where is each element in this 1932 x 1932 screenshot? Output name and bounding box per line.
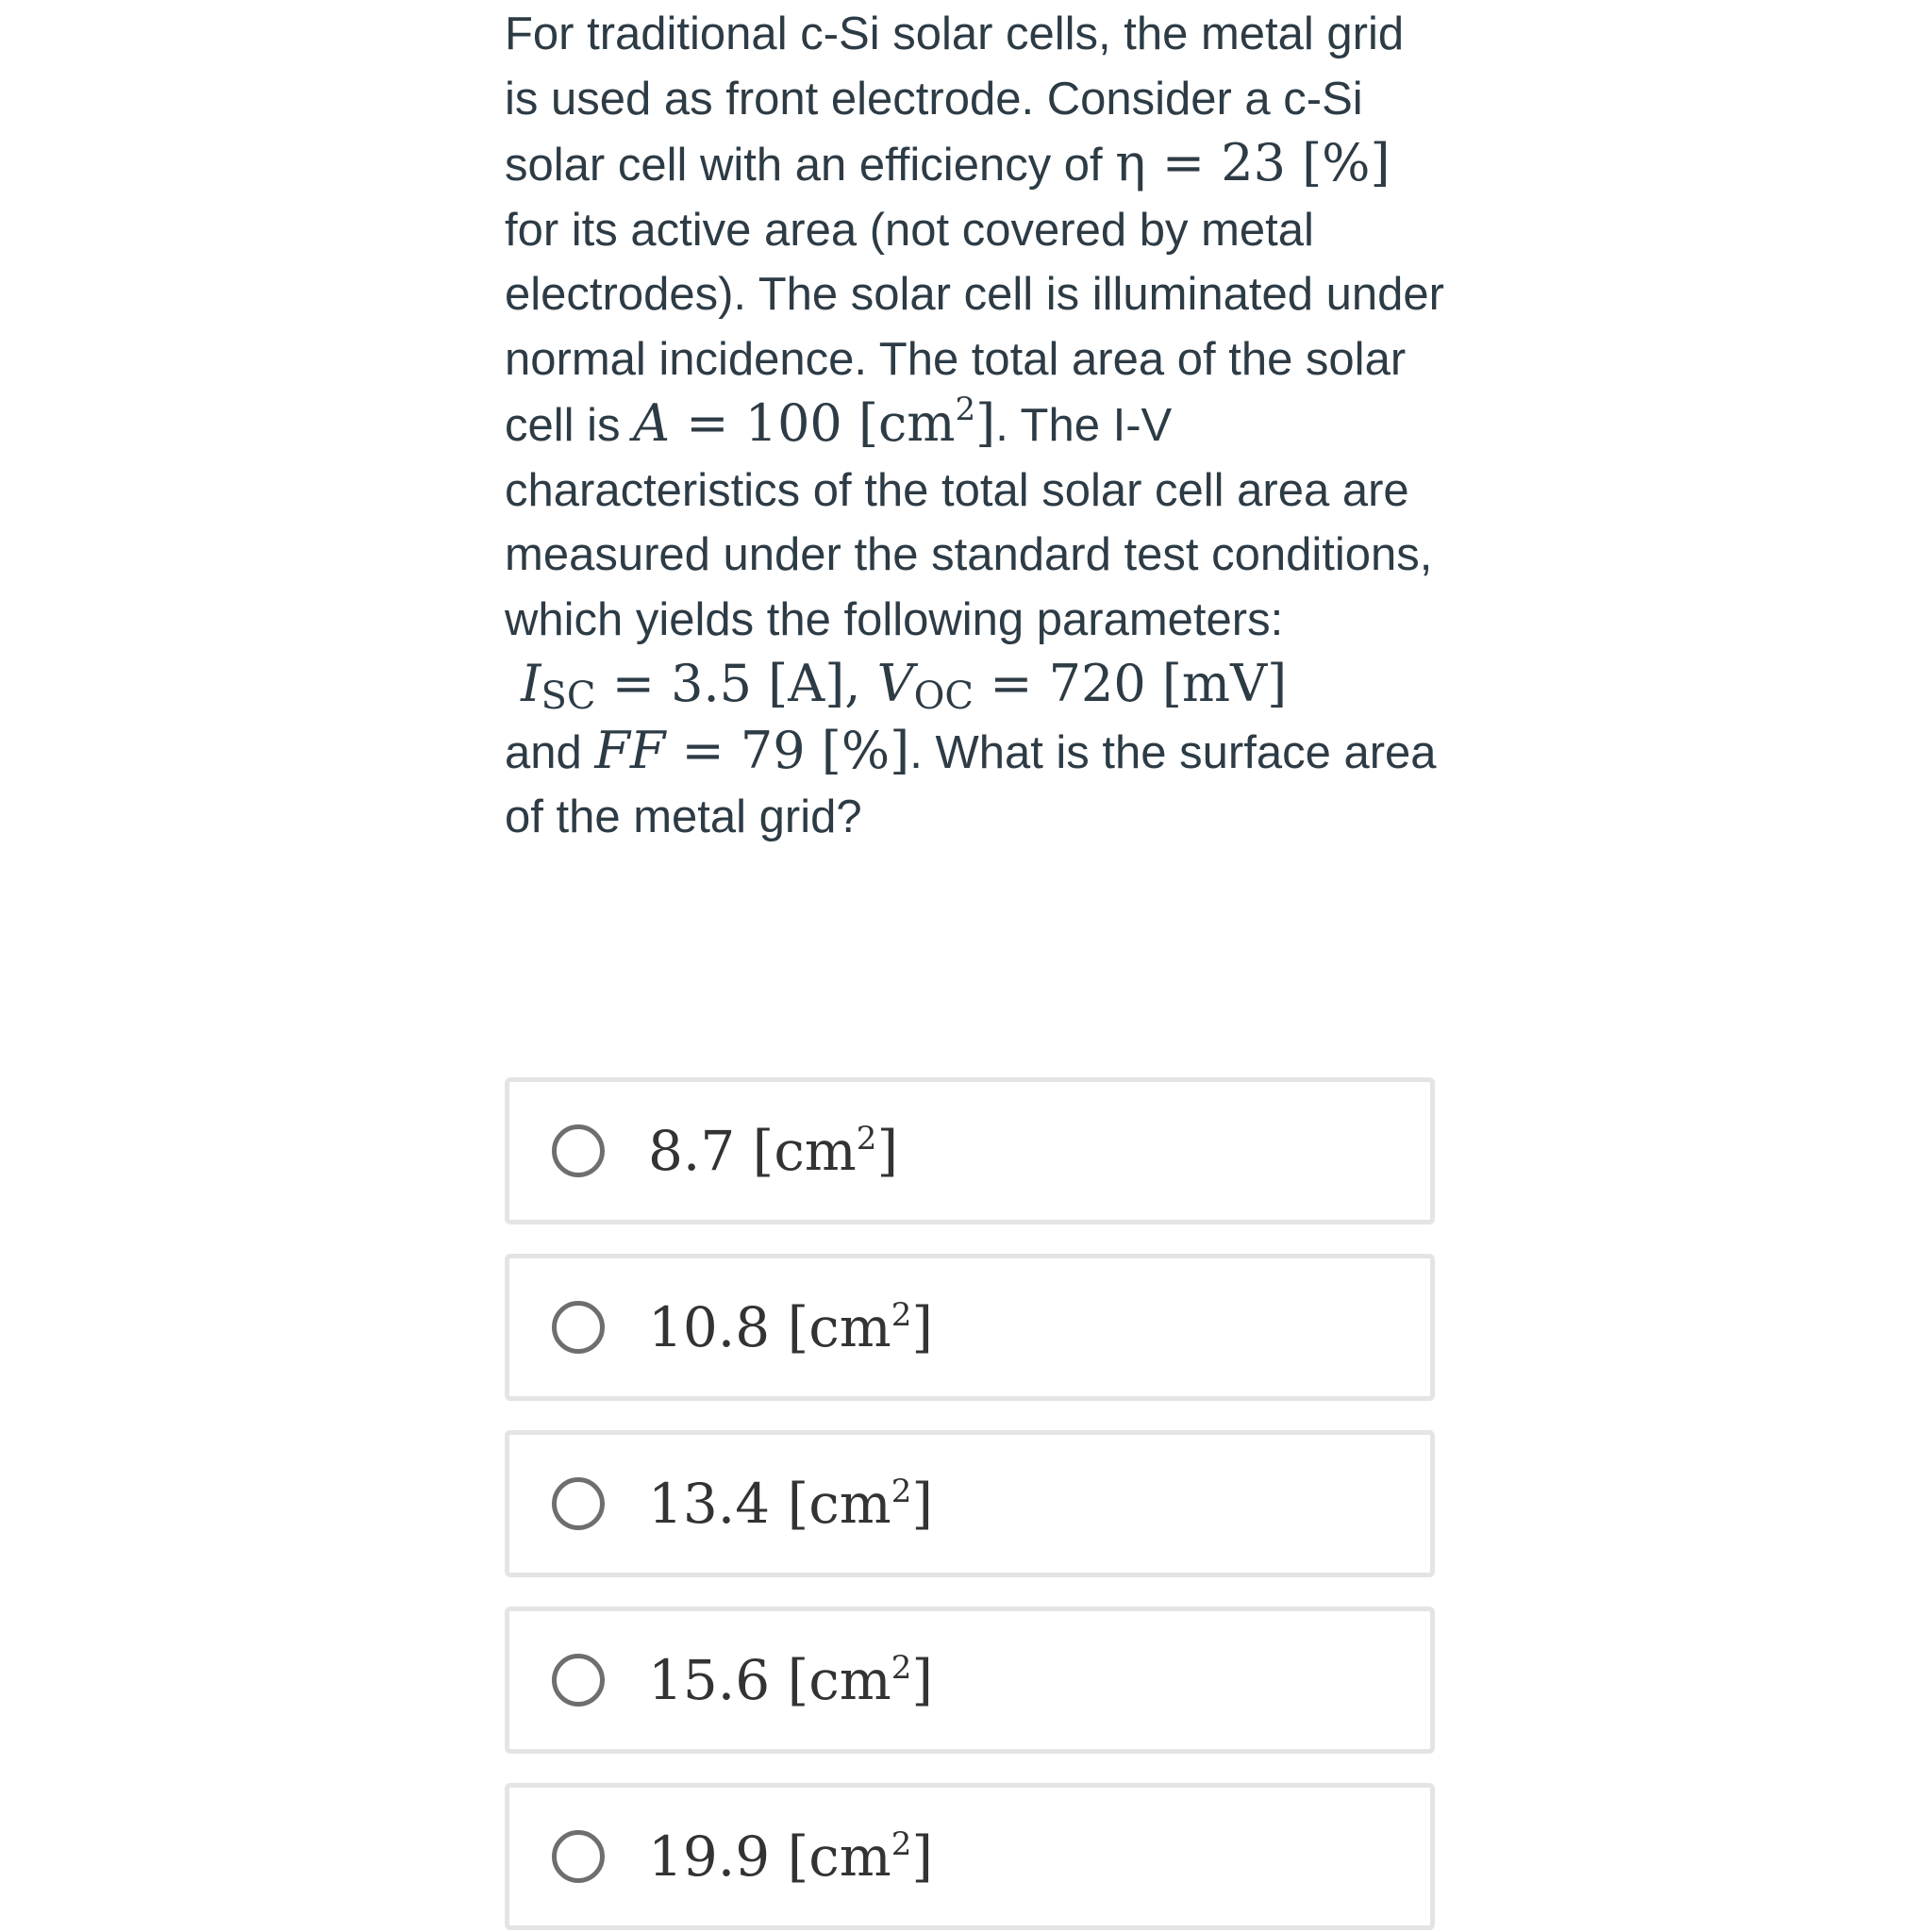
answer-option-5[interactable] xyxy=(505,1783,1435,1930)
radio-button-icon[interactable] xyxy=(552,1830,605,1883)
answer-value: 13.4 xyxy=(648,1472,771,1536)
question-text xyxy=(505,2,1448,850)
ff-value: = 79 [%] xyxy=(665,720,910,780)
isc-variable: I xyxy=(521,654,541,713)
answer-unit: [cm xyxy=(770,1648,891,1712)
answer-value: 8.7 xyxy=(648,1119,736,1183)
efficiency-expression: η = 23 [%] xyxy=(1115,133,1391,192)
radio-button-icon[interactable] xyxy=(552,1477,605,1530)
answer-value: 10.8 xyxy=(648,1295,771,1359)
answer-unit-close: ] xyxy=(876,1119,899,1183)
voc-variable: V xyxy=(876,654,914,713)
answer-label xyxy=(648,1295,933,1359)
answer-unit: [cm xyxy=(770,1295,891,1359)
answer-options xyxy=(505,1077,1435,1932)
question-intro: For traditional c-Si solar cells, the metal grid is used as front electrode. Consider a c-Si solar cell with an efficiency of xyxy=(505,8,1405,191)
voc-subscript: OC xyxy=(913,675,974,718)
question-ending: . What is the surface area of the metal grid? xyxy=(505,726,1437,842)
answer-unit-exponent: 2 xyxy=(891,1473,912,1510)
isc-value: = 3.5 [A], xyxy=(595,654,877,713)
area-variable: A xyxy=(633,393,671,453)
area-bracket-close: ] xyxy=(975,393,996,453)
question-active-area: for its active area (not covered by metal electrodes). The solar cell is illuminated under normal incidence. The total area of the solar cell is xyxy=(505,204,1444,451)
radio-button-icon[interactable] xyxy=(552,1301,605,1354)
answer-label xyxy=(648,1648,933,1712)
area-exponent: 2 xyxy=(955,391,976,428)
answer-unit-close: ] xyxy=(911,1295,933,1359)
isc-voc-expression xyxy=(505,654,1288,718)
answer-value: 19.9 xyxy=(648,1824,771,1889)
answer-unit-exponent: 2 xyxy=(891,1825,912,1863)
answer-option-1[interactable] xyxy=(505,1077,1435,1224)
area-expression xyxy=(633,393,995,453)
answer-unit-exponent: 2 xyxy=(891,1296,912,1334)
answer-unit: [cm xyxy=(770,1472,891,1536)
answer-unit-close: ] xyxy=(911,1648,933,1712)
answer-option-3[interactable] xyxy=(505,1430,1435,1577)
answer-unit-close: ] xyxy=(911,1824,933,1889)
area-value: = 100 [cm xyxy=(670,393,956,453)
voc-value: = 720 [mV] xyxy=(974,654,1288,713)
answer-option-2[interactable] xyxy=(505,1254,1435,1401)
ff-variable: FF xyxy=(594,720,666,780)
answer-value: 15.6 xyxy=(648,1648,771,1712)
radio-button-icon[interactable] xyxy=(552,1124,605,1177)
answer-unit: [cm xyxy=(735,1119,857,1183)
answer-label xyxy=(648,1119,898,1183)
and-text: and xyxy=(505,726,595,778)
isc-subscript: SC xyxy=(541,675,596,718)
answer-unit: [cm xyxy=(770,1824,891,1889)
radio-button-icon[interactable] xyxy=(552,1654,605,1707)
answer-unit-exponent: 2 xyxy=(891,1649,912,1687)
answer-unit-exponent: 2 xyxy=(856,1120,877,1158)
answer-label xyxy=(648,1472,933,1536)
answer-unit-close: ] xyxy=(911,1472,933,1536)
question-measurement: . The I-V characteristics of the total solar cell area are measured under the standard test conditions, which yields the following parameters: xyxy=(505,400,1433,645)
answer-option-4[interactable] xyxy=(505,1607,1435,1754)
answer-label xyxy=(648,1824,933,1889)
ff-expression xyxy=(594,721,909,780)
